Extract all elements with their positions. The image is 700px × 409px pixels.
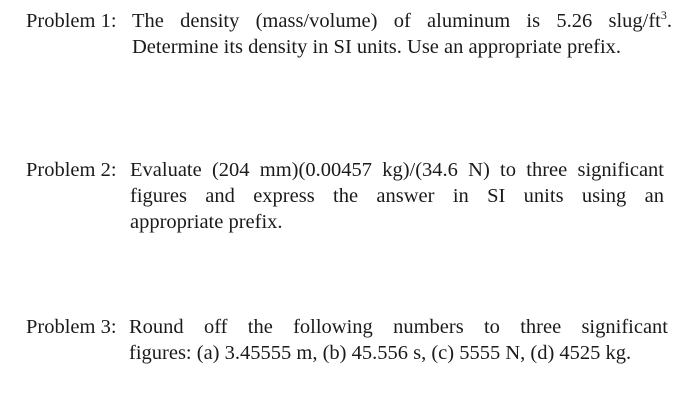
problem-1 <box>26 8 676 60</box>
problem-1-line-2: Determine its density in SI units. Use an appropriate prefix. <box>132 36 622 58</box>
problem-3-line-1: Round off the following numbers to three significant <box>129 316 668 338</box>
problem-2-line-3: appropriate prefix. <box>130 211 283 233</box>
problem-1-superscript: 3 <box>660 8 667 22</box>
problem-3 <box>26 314 676 366</box>
problem-1-line-1-suffix: . <box>666 10 672 32</box>
problem-1-line-1 <box>132 8 672 34</box>
problem-2-line-1: Evaluate (204 mm)(0.00457 kg)/(34.6 N) to three significant <box>130 159 664 181</box>
problem-3-line-2: figures: (a) 3.45555 m, (b) 45.556 s, (c) 5555 N, (d) 4525 kg. <box>129 342 632 364</box>
problem-1-label: Problem 1: <box>26 10 117 32</box>
problem-2-text <box>130 157 664 235</box>
problem-1-text <box>132 8 672 60</box>
problem-2-line-2: figures and express the answer in SI units using an <box>130 185 664 207</box>
problem-2 <box>26 157 676 235</box>
problem-3-text <box>129 314 668 366</box>
problem-3-label: Problem 3: <box>26 316 117 338</box>
problem-2-label: Problem 2: <box>26 159 117 181</box>
problem-1-line-1-text: The density (mass/volume) of aluminum is 5.26 slug/ft <box>132 10 661 32</box>
